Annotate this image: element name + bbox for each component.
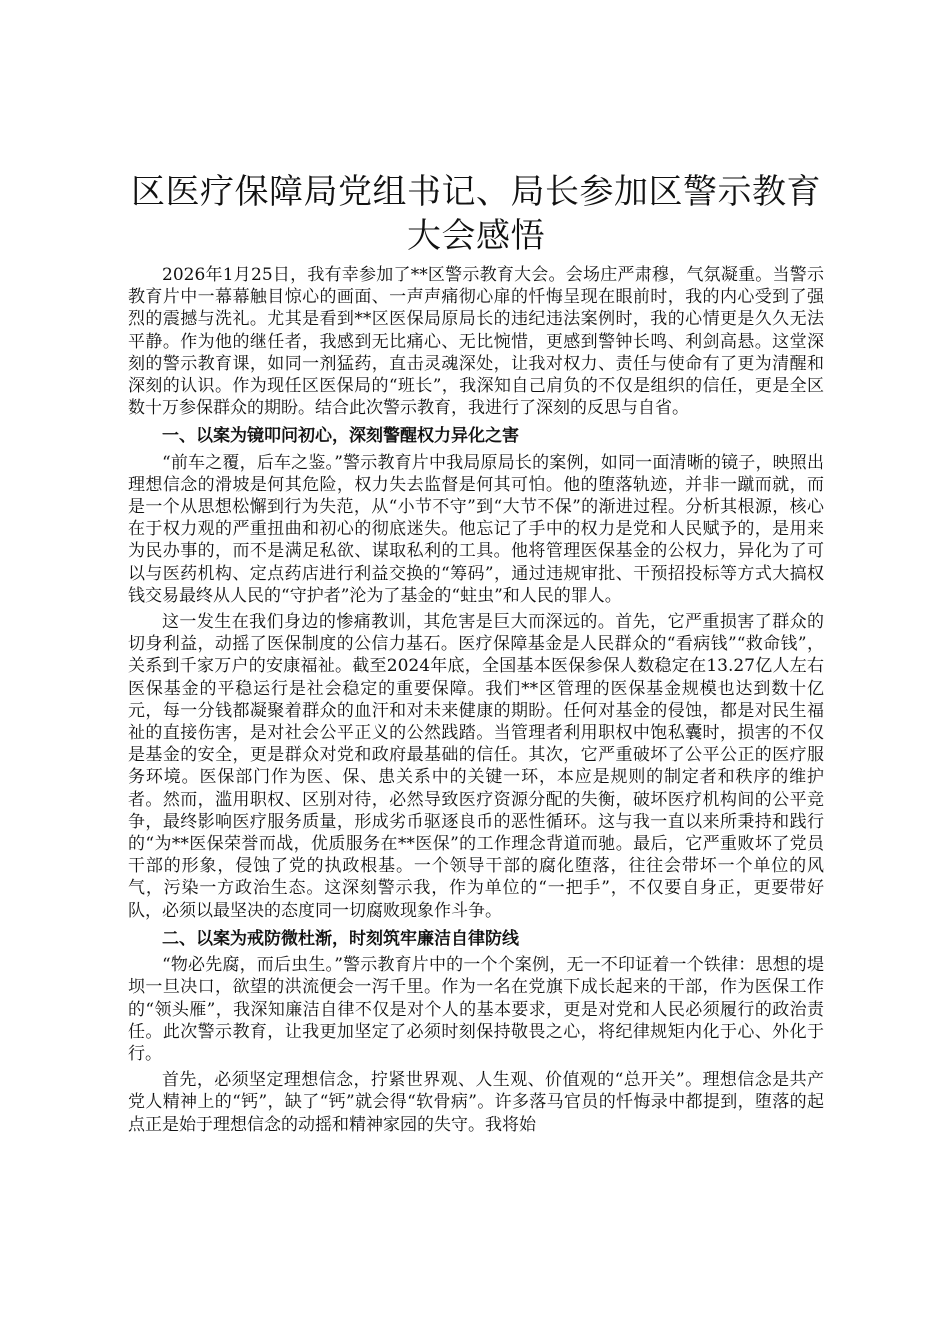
section-1-paragraph-1: “前车之覆，后车之鉴。”警示教育片中我局原局长的案例，如同一面清晰的镜子，映照出理想信念的滑坡是何其危险，权力失去监督是何其可怕。他的堕落轨迹，并非一蹴而就，而是一个从思想松懈到行为失范，从“小节不守”到“大节不保”的渐进过程。分析其根源，核心在于权力观的严重扭曲和初心的彻底迷失。他忘记了手中的权力是党和人民赋予的，是用来为民办事的，而不是满足私欲、谋取私利的工具。他将管理医保基金的公权力，异化为了可以与医药机构、定点药店进行利益交换的“筹码”，通过违规审批、干预招投标等方式大搞权钱交易最终从人民的“守护者”沦为了基金的“蛀虫”和人民的罪人。 (128, 452, 824, 606)
section-2-paragraph-2: 首先，必须坚定理想信念，拧紧世界观、人生观、价值观的“总开关”。理想信念是共产党人精神上的“钙”，缺了“钙”就会得“软骨病”。许多落马官员的忏悔录中都提到，堕落的起点正是始于理想信念的动摇和精神家园的失守。我将始 (128, 1070, 824, 1135)
document-title: 区医疗保障局党组书记、局长参加区警示教育大会感悟 (131, 172, 821, 256)
section-1-paragraph-2: 这一发生在我们身边的惨痛教训，其危害是巨大而深远的。首先，它严重损害了群众的切身利益，动摇了医保制度的公信力基石。医疗保障基金是人民群众的“看病钱”“救命钱”，关系到千家万户的安康福祉。截至2024年底，全国基本医保参保人数稳定在13.27亿人左右医保基金的平稳运行是社会稳定的重要保障。我们**区管理的医保基金规模也达到数十亿元，每一分钱都凝聚着群众的血汗和对未来健康的期盼。任何对基金的侵蚀，都是对民生福祉的直接伤害，是对社会公平正义的公然践踏。当管理者利用职权中饱私囊时，损害的不仅是基金的安全，更是群众对党和政府最基础的信任。其次，它严重破坏了公平公正的医疗服务环境。医保部门作为医、保、患关系中的关键一环，本应是规则的制定者和秩序的维护者。然而，滥用职权、区别对待，必然导致医疗资源分配的失衡，破坏医疗机构间的公平竞争，最终影响医疗服务质量，形成劣币驱逐良币的恶性循环。这与我一直以来所秉持和践行的“为**医保荣誉而战，优质服务在**医保”的工作理念背道而驰。最后，它严重败坏了党员干部的形象，侵蚀了党的执政根基。一个领导干部的腐化堕落，往往会带坏一个单位的风气，污染一方政治生态。这深刻警示我，作为单位的“一把手”，不仅要自身正，更要带好队，必须以最坚决的态度同一切腐败现象作斗争。 (128, 612, 824, 921)
document-page (128, 170, 824, 1136)
section-1-heading: 一、以案为镜叩问初心，深刻警醒权力异化之害 (162, 426, 519, 447)
section-2-heading: 二、以案为戒防微杜渐，时刻筑牢廉洁自律防线 (162, 928, 519, 949)
section-2-paragraph-1: “物必先腐，而后虫生。”警示教育片中的一个个案例，无一不印证着一个铁律：思想的堤坝一旦决口，欲望的洪流便会一泻千里。作为一名在党旗下成长起来的干部，作为医保工作的“领头雁”，我深知廉洁自律不仅是对个人的基本要求，更是对党和人民必须履行的政治责任。此次警示教育，让我更加坚定了必须时刻保持敬畏之心，将纪律规矩内化于心、外化于行。 (128, 955, 824, 1064)
intro-paragraph: 2026年1月25日，我有幸参加了**区警示教育大会。会场庄严肃穆，气氛凝重。当警示教育片中一幕幕触目惊心的画面、一声声痛彻心扉的忏悔呈现在眼前时，我的内心受到了强烈的震撼与洗礼。尤其是看到**区医保局原局长的违纪违法案例时，我的心情更是久久无法平静。作为他的继任者，我感到无比痛心、无比惋惜，更感到警钟长鸣、利剑高悬。这堂深刻的警示教育课，如同一剂猛药，直击灵魂深处，让我对权力、责任与使命有了更为清醒和深刻的认识。作为现任区医保局的“班长”，我深知自己肩负的不仅是组织的信任，更是全区数十万参保群众的期盼。结合此次警示教育，我进行了深刻的反思与自省。 (128, 265, 824, 419)
document-body (128, 264, 824, 1136)
